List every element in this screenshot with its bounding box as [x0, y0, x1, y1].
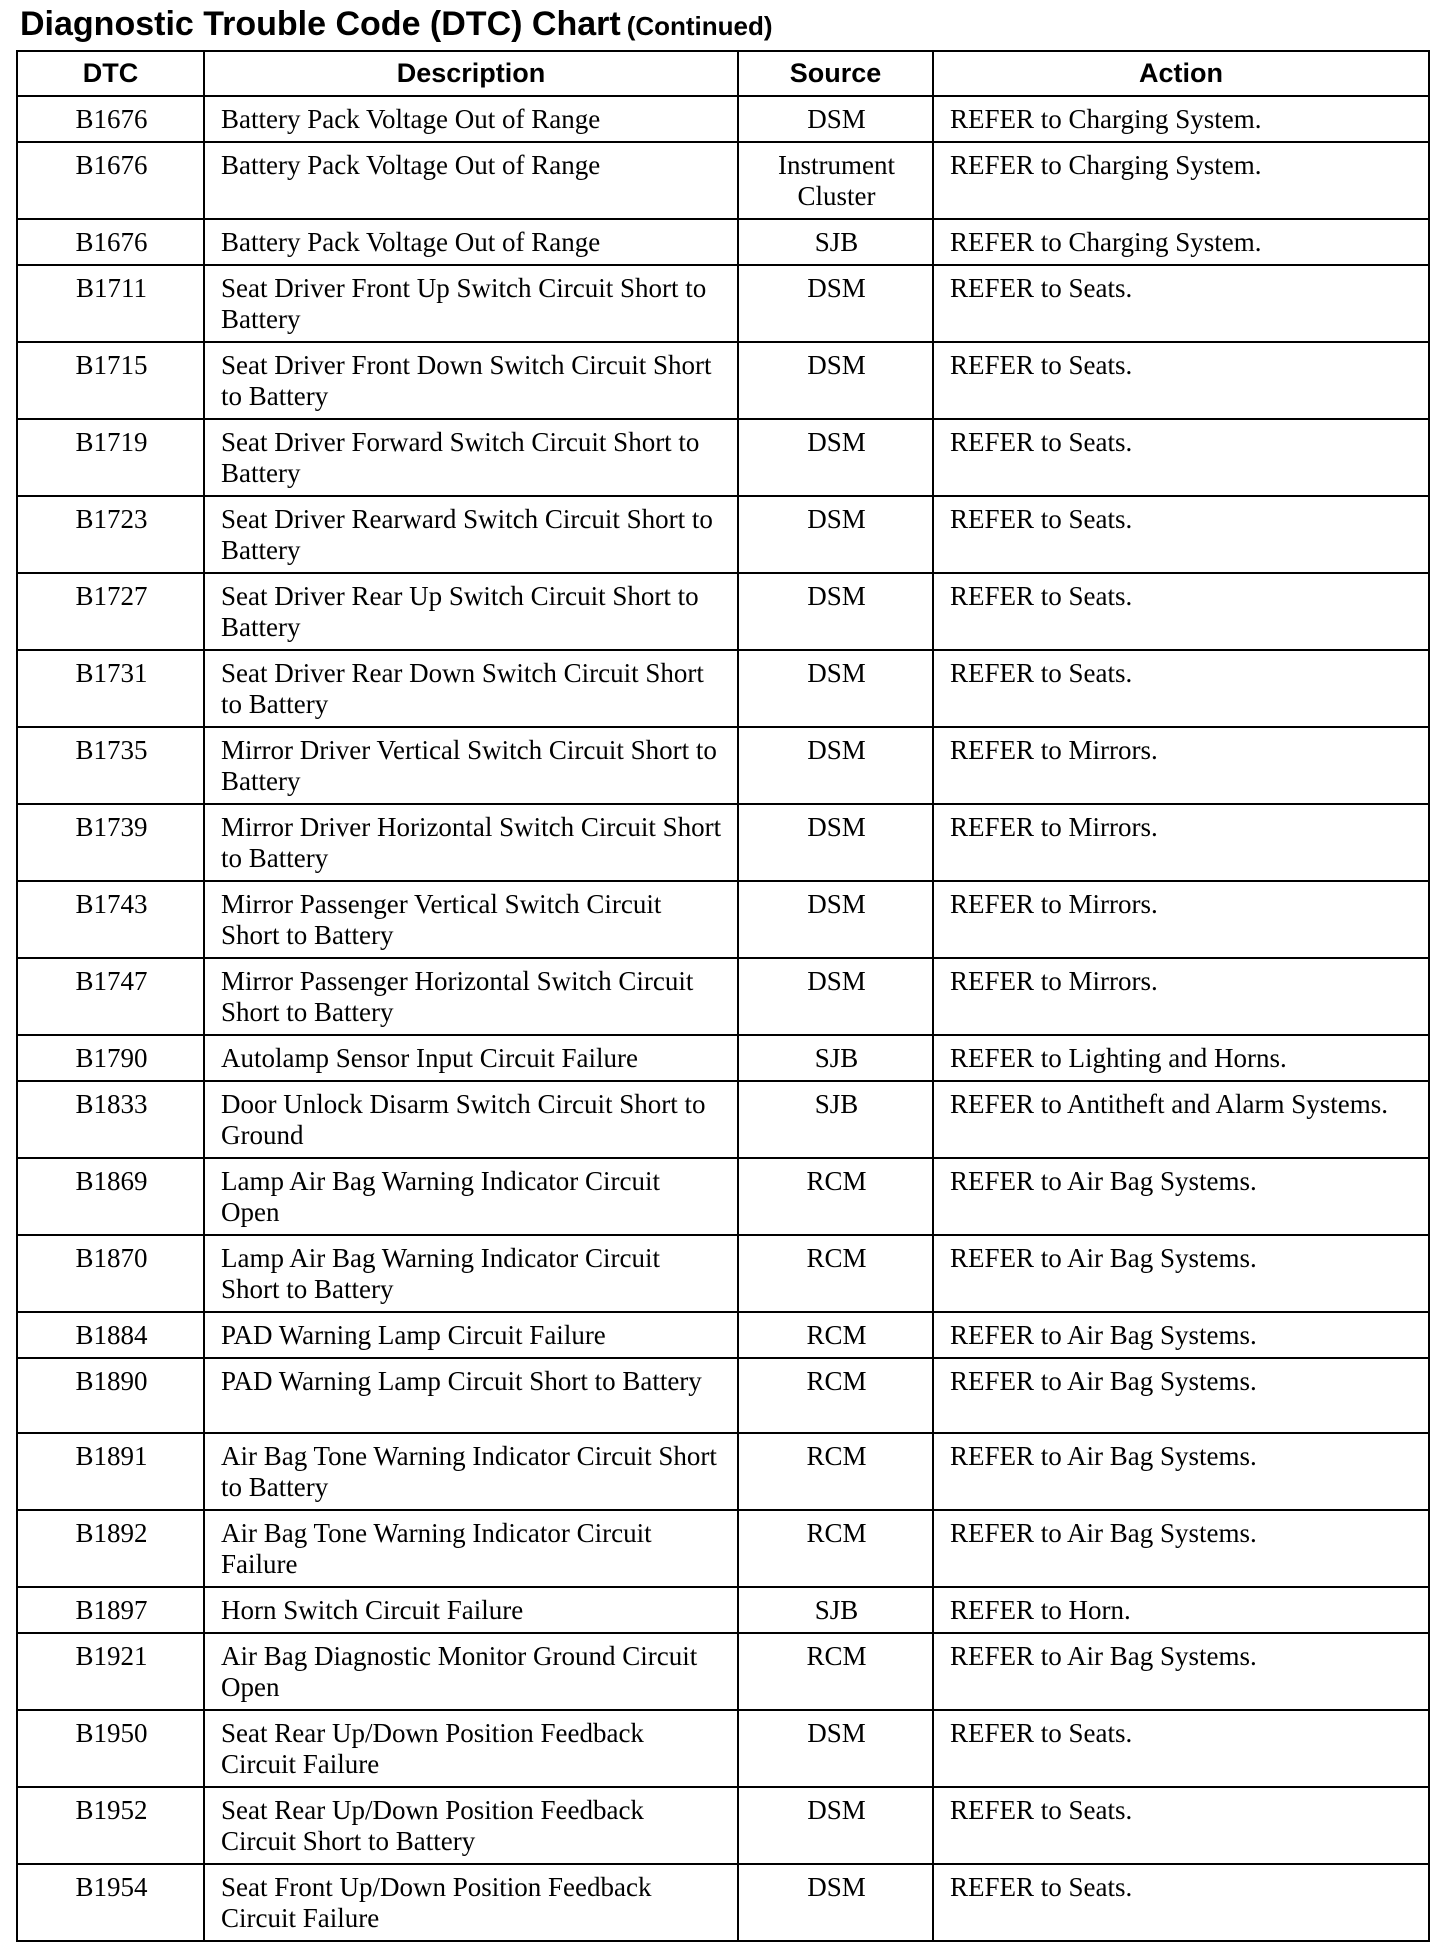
dtc-code: B1727 — [17, 573, 204, 650]
dtc-action: REFER to Air Bag Systems. — [933, 1312, 1429, 1358]
dtc-code: B1676 — [17, 96, 204, 142]
dtc-source: DSM — [738, 804, 933, 881]
dtc-source: DSM — [738, 958, 933, 1035]
table-row — [17, 342, 1429, 419]
dtc-code: B1890 — [17, 1358, 204, 1433]
dtc-description: Lamp Air Bag Warning Indicator Circuit Open — [204, 1158, 738, 1235]
table-row — [17, 496, 1429, 573]
table-row — [17, 1312, 1429, 1358]
dtc-action: REFER to Seats. — [933, 265, 1429, 342]
dtc-source: SJB — [738, 1081, 933, 1158]
table-row — [17, 1081, 1429, 1158]
dtc-source: DSM — [738, 727, 933, 804]
dtc-code: B1676 — [17, 142, 204, 219]
dtc-action: REFER to Horn. — [933, 1587, 1429, 1633]
table-row — [17, 1710, 1429, 1787]
dtc-source: DSM — [738, 419, 933, 496]
dtc-source: Instrument Cluster — [738, 142, 933, 219]
dtc-code: B1950 — [17, 1710, 204, 1787]
dtc-description: PAD Warning Lamp Circuit Failure — [204, 1312, 738, 1358]
dtc-source: RCM — [738, 1312, 933, 1358]
dtc-source: RCM — [738, 1433, 933, 1510]
dtc-description: Mirror Passenger Vertical Switch Circuit Short to Battery — [204, 881, 738, 958]
dtc-action: REFER to Charging System. — [933, 142, 1429, 219]
dtc-description: Seat Driver Forward Switch Circuit Short to Battery — [204, 419, 738, 496]
table-row — [17, 1235, 1429, 1312]
dtc-code: B1715 — [17, 342, 204, 419]
table-row — [17, 142, 1429, 219]
dtc-action: REFER to Seats. — [933, 419, 1429, 496]
dtc-action: REFER to Mirrors. — [933, 881, 1429, 958]
dtc-code: B1954 — [17, 1864, 204, 1941]
dtc-code: B1747 — [17, 958, 204, 1035]
dtc-description: Battery Pack Voltage Out of Range — [204, 96, 738, 142]
dtc-source: DSM — [738, 342, 933, 419]
table-row — [17, 265, 1429, 342]
dtc-description: Autolamp Sensor Input Circuit Failure — [204, 1035, 738, 1081]
dtc-action: REFER to Mirrors. — [933, 958, 1429, 1035]
dtc-description: Seat Driver Front Up Switch Circuit Short to Battery — [204, 265, 738, 342]
dtc-source: DSM — [738, 881, 933, 958]
dtc-description: PAD Warning Lamp Circuit Short to Battery — [204, 1358, 738, 1433]
table-row — [17, 96, 1429, 142]
dtc-description: Horn Switch Circuit Failure — [204, 1587, 738, 1633]
dtc-description: Lamp Air Bag Warning Indicator Circuit Short to Battery — [204, 1235, 738, 1312]
dtc-code: B1891 — [17, 1433, 204, 1510]
header-source: Source — [738, 51, 933, 96]
dtc-source: RCM — [738, 1358, 933, 1433]
header-action: Action — [933, 51, 1429, 96]
dtc-action: REFER to Seats. — [933, 1710, 1429, 1787]
dtc-source: SJB — [738, 1587, 933, 1633]
dtc-action: REFER to Charging System. — [933, 219, 1429, 265]
dtc-description: Mirror Passenger Horizontal Switch Circuit Short to Battery — [204, 958, 738, 1035]
dtc-description: Door Unlock Disarm Switch Circuit Short to Ground — [204, 1081, 738, 1158]
dtc-action: REFER to Seats. — [933, 573, 1429, 650]
dtc-action: REFER to Mirrors. — [933, 727, 1429, 804]
dtc-description: Seat Rear Up/Down Position Feedback Circuit Failure — [204, 1710, 738, 1787]
header-description: Description — [204, 51, 738, 96]
table-row — [17, 804, 1429, 881]
header-dtc: DTC — [17, 51, 204, 96]
dtc-action: REFER to Charging System. — [933, 96, 1429, 142]
page-title-text: Diagnostic Trouble Code (DTC) Chart — [20, 5, 621, 43]
table-row — [17, 881, 1429, 958]
dtc-action: REFER to Air Bag Systems. — [933, 1358, 1429, 1433]
dtc-action: REFER to Air Bag Systems. — [933, 1433, 1429, 1510]
table-row — [17, 573, 1429, 650]
table-row — [17, 1587, 1429, 1633]
table-row — [17, 1787, 1429, 1864]
table-row — [17, 1358, 1429, 1433]
dtc-source: DSM — [738, 1787, 933, 1864]
dtc-code: B1743 — [17, 881, 204, 958]
table-row — [17, 1864, 1429, 1941]
dtc-action: REFER to Seats. — [933, 342, 1429, 419]
dtc-code: B1719 — [17, 419, 204, 496]
dtc-description: Battery Pack Voltage Out of Range — [204, 219, 738, 265]
dtc-code: B1731 — [17, 650, 204, 727]
table-header — [17, 51, 1429, 96]
dtc-source: DSM — [738, 573, 933, 650]
dtc-code: B1711 — [17, 265, 204, 342]
dtc-code: B1790 — [17, 1035, 204, 1081]
dtc-action: REFER to Seats. — [933, 1787, 1429, 1864]
dtc-code: B1869 — [17, 1158, 204, 1235]
table-row — [17, 1035, 1429, 1081]
header-row — [17, 51, 1429, 96]
dtc-code: B1870 — [17, 1235, 204, 1312]
dtc-code: B1833 — [17, 1081, 204, 1158]
page-title — [20, 4, 773, 46]
dtc-action: REFER to Air Bag Systems. — [933, 1235, 1429, 1312]
dtc-source: RCM — [738, 1158, 933, 1235]
dtc-source: RCM — [738, 1633, 933, 1710]
dtc-description: Air Bag Tone Warning Indicator Circuit Failure — [204, 1510, 738, 1587]
dtc-action: REFER to Mirrors. — [933, 804, 1429, 881]
table-row — [17, 1158, 1429, 1235]
dtc-code: B1739 — [17, 804, 204, 881]
dtc-code: B1952 — [17, 1787, 204, 1864]
dtc-action: REFER to Air Bag Systems. — [933, 1510, 1429, 1587]
dtc-code: B1892 — [17, 1510, 204, 1587]
dtc-source: DSM — [738, 265, 933, 342]
dtc-source: RCM — [738, 1510, 933, 1587]
dtc-source: DSM — [738, 650, 933, 727]
dtc-description: Seat Rear Up/Down Position Feedback Circuit Short to Battery — [204, 1787, 738, 1864]
table-body — [17, 96, 1429, 1941]
dtc-code: B1723 — [17, 496, 204, 573]
table-row — [17, 1633, 1429, 1710]
dtc-source: SJB — [738, 1035, 933, 1081]
dtc-code: B1676 — [17, 219, 204, 265]
dtc-table — [16, 50, 1430, 1942]
dtc-source: DSM — [738, 1864, 933, 1941]
dtc-code: B1921 — [17, 1633, 204, 1710]
dtc-action: REFER to Lighting and Horns. — [933, 1035, 1429, 1081]
table-row — [17, 650, 1429, 727]
dtc-description: Air Bag Diagnostic Monitor Ground Circuit Open — [204, 1633, 738, 1710]
dtc-action: REFER to Antitheft and Alarm Systems. — [933, 1081, 1429, 1158]
table-row — [17, 958, 1429, 1035]
dtc-source: SJB — [738, 219, 933, 265]
dtc-source: DSM — [738, 496, 933, 573]
dtc-description: Mirror Driver Horizontal Switch Circuit Short to Battery — [204, 804, 738, 881]
dtc-description: Seat Driver Rear Up Switch Circuit Short to Battery — [204, 573, 738, 650]
dtc-action: REFER to Seats. — [933, 650, 1429, 727]
table-row — [17, 419, 1429, 496]
dtc-action: REFER to Seats. — [933, 496, 1429, 573]
dtc-source: DSM — [738, 96, 933, 142]
dtc-description: Battery Pack Voltage Out of Range — [204, 142, 738, 219]
dtc-description: Seat Front Up/Down Position Feedback Circuit Failure — [204, 1864, 738, 1941]
dtc-action: REFER to Air Bag Systems. — [933, 1633, 1429, 1710]
page-title-suffix: (Continued) — [626, 11, 773, 41]
dtc-code: B1735 — [17, 727, 204, 804]
table-row — [17, 1433, 1429, 1510]
table-row — [17, 1510, 1429, 1587]
dtc-description: Seat Driver Rearward Switch Circuit Short to Battery — [204, 496, 738, 573]
dtc-description: Mirror Driver Vertical Switch Circuit Short to Battery — [204, 727, 738, 804]
dtc-code: B1897 — [17, 1587, 204, 1633]
dtc-source: DSM — [738, 1710, 933, 1787]
dtc-action: REFER to Air Bag Systems. — [933, 1158, 1429, 1235]
table-row — [17, 727, 1429, 804]
table-row — [17, 219, 1429, 265]
dtc-description: Seat Driver Front Down Switch Circuit Short to Battery — [204, 342, 738, 419]
dtc-source: RCM — [738, 1235, 933, 1312]
dtc-action: REFER to Seats. — [933, 1864, 1429, 1941]
dtc-code: B1884 — [17, 1312, 204, 1358]
dtc-description: Seat Driver Rear Down Switch Circuit Short to Battery — [204, 650, 738, 727]
dtc-description: Air Bag Tone Warning Indicator Circuit Short to Battery — [204, 1433, 738, 1510]
